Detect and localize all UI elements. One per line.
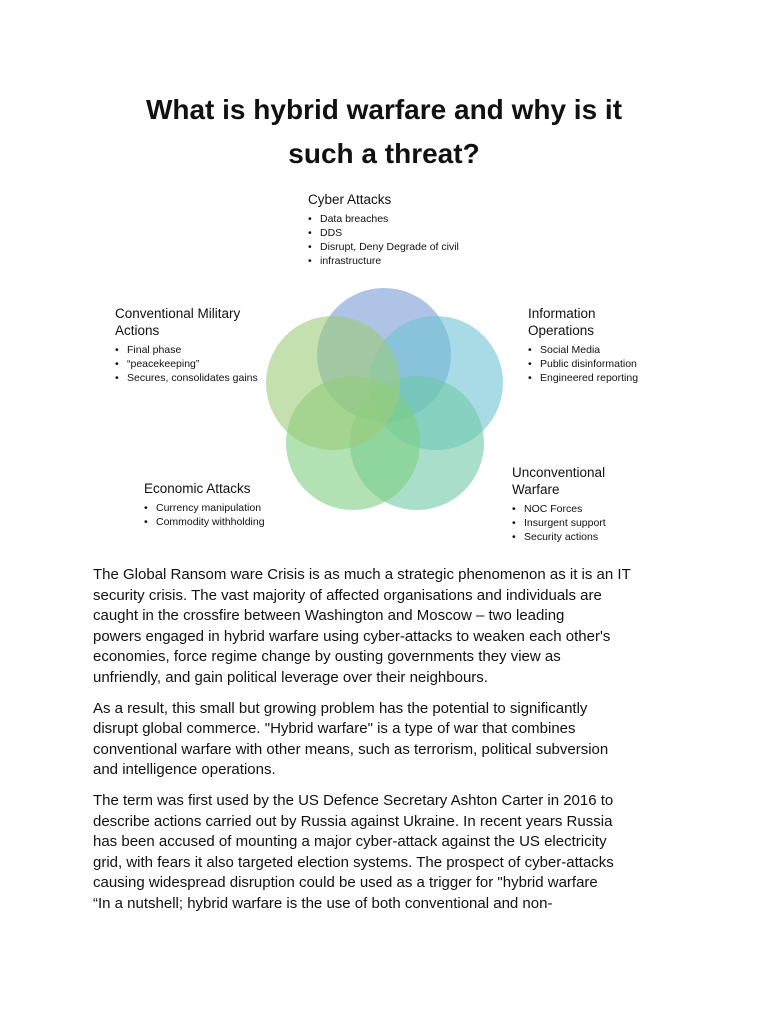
list-item-continuation: • “peacekeeping” (115, 357, 285, 371)
text-line: “In a nutshell; hybrid warfare is the use of both conventional and non- (93, 894, 553, 912)
article-body (93, 565, 683, 925)
text-line: has been accused of mounting a major cyber-attack against the US electricity (93, 833, 607, 851)
text-line: caught in the crossfire between Washington and Moscow – two leading (93, 607, 565, 625)
title-line-1: What is hybrid warfare and why is it (145, 94, 623, 125)
information-operations-heading (528, 305, 678, 339)
list-item: • Final phase (115, 343, 285, 357)
paragraph-3 (93, 791, 683, 915)
hybrid-warfare-venn-diagram (100, 185, 680, 550)
title-line-2: such a threat? (288, 138, 480, 169)
information-operations-block (528, 305, 678, 385)
text-line: causing widespread disruption could be used as a trigger for "hybrid warfare (93, 874, 598, 892)
conventional-military-block (115, 305, 285, 385)
heading-line: Operations (528, 323, 595, 338)
unconventional-warfare-list (512, 502, 672, 544)
document-title (60, 88, 708, 176)
list-item: • Currency manipulation (144, 501, 314, 515)
list-item: • Engineered reporting (528, 371, 678, 385)
conventional-military-heading (115, 305, 285, 339)
economic-attacks-list (144, 501, 314, 529)
text-line: The term was first used by the US Defence Secretary Ashton Carter in 2016 to (93, 791, 614, 809)
information-operations-list (528, 343, 678, 385)
list-item: • Social Media (528, 343, 678, 357)
list-item: • Insurgent support (512, 516, 672, 530)
list-item: • NOC Forces (512, 502, 672, 516)
unconventional-warfare-block (512, 464, 672, 544)
list-item: • Data breaches (308, 212, 518, 226)
heading-line: Warfare (512, 482, 560, 497)
text-line: grid, with fears it also targeted election systems. The prospect of cyber-attacks (93, 853, 614, 871)
text-line: disrupt global commerce. "Hybrid warfare" is a type of war that combines (93, 720, 576, 738)
text-line: unfriendly, and gain political leverage over their neighbours. (93, 668, 488, 686)
text-line: As a result, this small but growing problem has the potential to significantly (93, 699, 588, 717)
heading-line: Unconventional (512, 465, 606, 480)
text-line: powers engaged in hybrid warfare using cyber-attacks to weaken each other's (93, 627, 611, 645)
conventional-military-list (115, 343, 285, 385)
heading-line: Actions (115, 323, 160, 338)
heading-line: Information (528, 306, 596, 321)
text-line: economies, force regime change by ousting governments they view as (93, 648, 561, 666)
text-line: describe actions carried out by Russia against Ukraine. In recent years Russia (93, 812, 613, 830)
text-line: conventional warfare with other means, such as terrorism, political subversion (93, 740, 609, 758)
text-line: security crisis. The vast majority of affected organisations and individuals are (93, 586, 602, 604)
list-item: • Public disinformation (528, 357, 678, 371)
list-item-continuation: • infrastructure (308, 254, 518, 268)
list-item: • DDS (308, 226, 518, 240)
text-line: The Global Ransom ware Crisis is as much a strategic phenomenon as it is an IT (93, 566, 631, 583)
cyber-attacks-heading: Cyber Attacks (308, 192, 392, 207)
paragraph-1 (93, 565, 683, 689)
cyber-attacks-block (308, 191, 518, 268)
heading-line: Conventional Military (115, 306, 241, 321)
economic-attacks-block (144, 480, 314, 529)
unconventional-warfare-heading (512, 464, 672, 498)
circle-conventional-military (266, 316, 400, 450)
list-item: • Disrupt, Deny Degrade of civil (308, 240, 518, 254)
paragraph-2 (93, 699, 683, 781)
list-item: • Commodity withholding (144, 515, 314, 529)
list-item: • Security actions (512, 530, 672, 544)
list-item: • Secures, consolidates gains (115, 371, 285, 385)
text-line: and intelligence operations. (93, 761, 276, 779)
economic-attacks-heading: Economic Attacks (144, 481, 251, 496)
cyber-attacks-list (308, 212, 518, 268)
